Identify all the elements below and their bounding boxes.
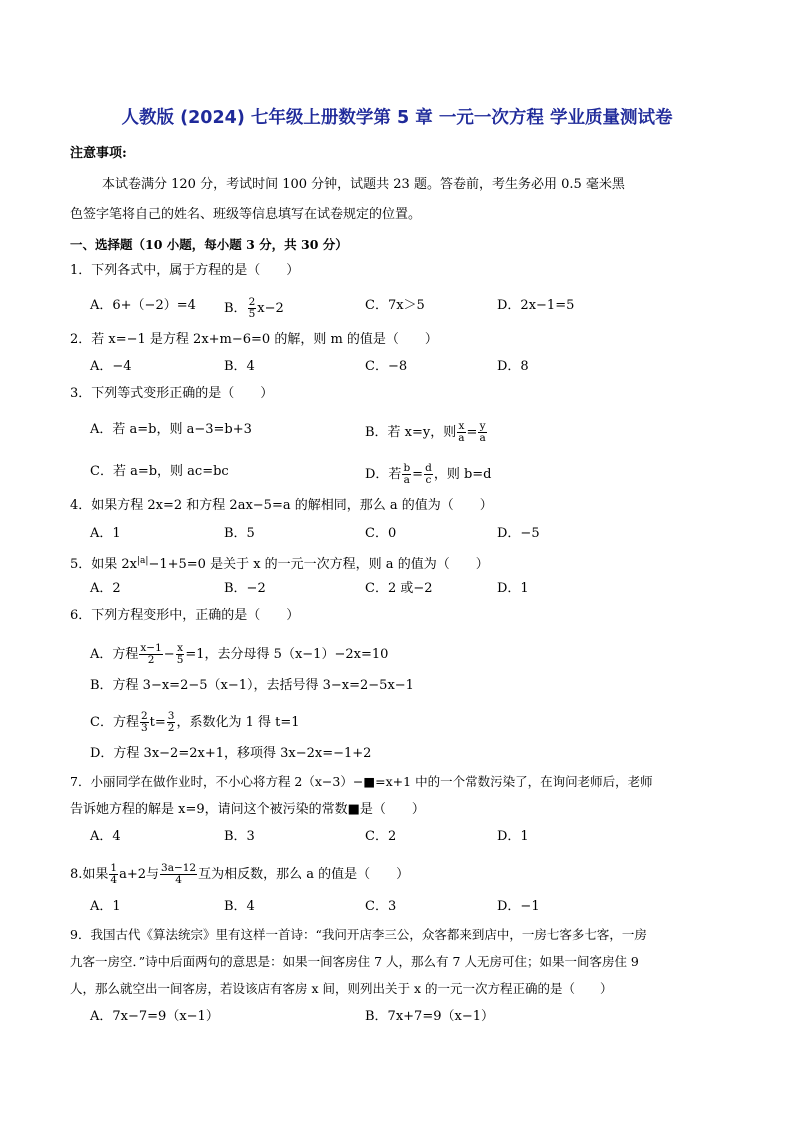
question-6-option-c: C．方程 $\frac{2}{3}$ t= $\frac{3}{2}$ ，系数化为 1 得 t=1 bbox=[90, 710, 300, 734]
question-3-option-c: C．若 a=b，则 ac=bc bbox=[90, 464, 229, 479]
question-2-stem: 2．若 x=−1 是方程 2x+m−6=0 的解，则 m 的值是（ ） bbox=[70, 332, 438, 347]
question-5-option-d: D．1 bbox=[497, 581, 529, 596]
section-heading-choice: 一、选择题（10 小题，每小题 3 分，共 30 分） bbox=[70, 237, 348, 252]
question-3-option-a: A．若 a=b，则 a−3=b+3 bbox=[90, 422, 252, 437]
question-8-option-b: B．4 bbox=[224, 899, 255, 914]
question-9-stem-line-1: 9．我国古代《算法统宗》里有这样一首诗：“我问开店李三公，众客都来到店中，一房七客多七客，一房 bbox=[70, 927, 647, 942]
question-9-stem-line-2: 九客一房空．”诗中后面两句的意思是：如果一间客房住 7 人，那么有 7 人无房可住；如果一间客房住 9 bbox=[70, 954, 639, 969]
question-1-option-c: C．7x＞5 bbox=[365, 298, 425, 313]
exam-title: 人教版 (2024) 七年级上册数学第 5 章 一元一次方程 学业质量测试卷 bbox=[121, 108, 673, 128]
question-9-option-a: A．7x−7=9（x−1） bbox=[90, 1009, 219, 1024]
question-8-option-d: D．−1 bbox=[497, 899, 540, 914]
question-7-stem-line-1: 7．小丽同学在做作业时，不小心将方程 2（x−3）−■=x+1 中的一个常数污染了，在询问老师后，老师 bbox=[70, 774, 653, 789]
question-4-option-b: B．5 bbox=[224, 526, 255, 541]
question-5-option-b: B．−2 bbox=[224, 581, 266, 596]
question-6-option-d: D．方程 3x−2=2x+1，移项得 3x−2x=−1+2 bbox=[90, 746, 372, 761]
question-4-stem: 4．如果方程 2x=2 和方程 2ax−5=a 的解相同，那么 a 的值为（ ） bbox=[70, 498, 493, 513]
question-7-option-d: D．1 bbox=[497, 829, 529, 844]
question-7-option-a: A．4 bbox=[90, 829, 121, 844]
question-4-option-c: C．0 bbox=[365, 526, 397, 541]
question-3-option-d: D．若 $\frac{b}{a}$ = $\frac{d}{c}$ ，则 b=d bbox=[365, 462, 492, 486]
question-1-option-a: A．6+（−2）=4 bbox=[90, 298, 196, 313]
question-5-stem: 5．如果 $2x^{|a|}-1+5=0$ 是关于 x 的一元一次方程，则 a 的值为（ ） bbox=[70, 556, 489, 572]
question-5-option-c: C．2 或−2 bbox=[365, 581, 433, 596]
question-1-stem: 1．下列各式中，属于方程的是（ ） bbox=[70, 263, 300, 278]
question-2-option-d: D．8 bbox=[497, 359, 529, 374]
question-7-option-b: B．3 bbox=[224, 829, 255, 844]
question-9-option-b: B．7x+7=9（x−1） bbox=[365, 1009, 494, 1024]
question-8-stem: 8.如果 $\frac{1}{4}$ a+2与 $\frac{3a-12}{4}$ 互为相反数，那么 a 的值是（ ） bbox=[70, 862, 410, 886]
question-3-option-b: B．若 x=y，则 $\frac{x}{a}$ = $\frac{y}{a}$ bbox=[365, 420, 486, 444]
question-6-stem: 6．下列方程变形中，正确的是（ ） bbox=[70, 608, 300, 623]
question-8-option-a: A．1 bbox=[90, 899, 121, 914]
question-4-option-a: A．1 bbox=[90, 526, 121, 541]
notice-heading: 注意事项: bbox=[70, 146, 127, 161]
question-2-option-c: C．−8 bbox=[365, 359, 408, 374]
question-5-option-a: A．2 bbox=[90, 581, 121, 596]
question-4-option-d: D．−5 bbox=[497, 526, 540, 541]
fraction: $\frac{2}{5}$ bbox=[248, 296, 256, 320]
question-2-option-b: B．4 bbox=[224, 359, 255, 374]
notice-line-1: 本试卷满分 120 分，考试时间 100 分钟，试题共 23 题。答卷前，考生务必用 0.5 毫米黑 bbox=[102, 177, 625, 192]
question-2-option-a: A．−4 bbox=[90, 359, 132, 374]
question-7-stem-line-2: 告诉她方程的解是 x=9，请问这个被污染的常数■是（ ） bbox=[70, 802, 425, 817]
question-9-stem-line-3: 人，那么就空出一间客房，若设该店有客房 x 间，则列出关于 x 的一元一次方程正确的是（ ） bbox=[70, 981, 613, 996]
question-3-stem: 3．下列等式变形正确的是（ ） bbox=[70, 386, 274, 401]
question-7-option-c: C．2 bbox=[365, 829, 397, 844]
question-1-option-d: D．2x−1=5 bbox=[497, 298, 575, 313]
question-6-option-b: B．方程 3−x=2−5（x−1），去括号得 3−x=2−5x−1 bbox=[90, 678, 414, 693]
question-1-option-b: B． $\frac{2}{5}$ x−2 bbox=[224, 296, 284, 320]
question-8-option-c: C．3 bbox=[365, 899, 397, 914]
question-6-option-a: A．方程 $\frac{x-1}{2}$ − $\frac{x}{5}$ =1，去分母得 5（x−1）−2x=10 bbox=[90, 642, 389, 666]
notice-line-2: 色签字笔将自己的姓名、班级等信息填写在试卷规定的位置。 bbox=[70, 207, 422, 222]
